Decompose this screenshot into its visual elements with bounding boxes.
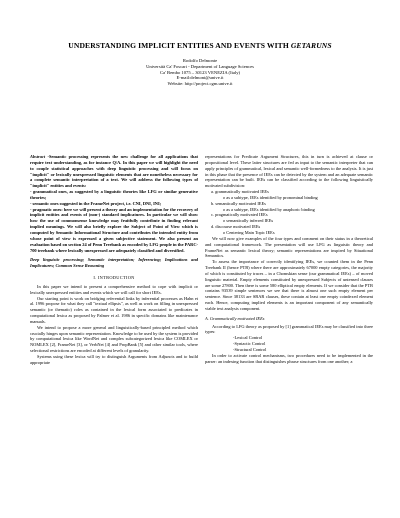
abstract-label: Abstract (30, 154, 46, 159)
iee-classification-list (205, 189, 373, 236)
body-paragraph-lfg: According to LFG theory as proposed by [1] grammatical IEEs may be classified into three types: (205, 323, 373, 335)
intro-paragraph-2: Our starting point is work on bridging referential links by inferential processes as Hahn et al. 1996 propose for what they call "textual ellipsis", as well as work on filling in unexpressed semantic (or thematic) roles as contained in the lexical form associated to predicates in computational lexica as proposed by Palmer et al. 1986 in specific domains like maintenance manuals. (30, 295, 198, 324)
abstract-item-semantic: - semantic ones suggested in the FrameNet project, i.e. CNI, DNI, INI; (30, 200, 162, 206)
abstract-paragraph (30, 154, 198, 189)
author-block (100, 58, 300, 87)
intro-paragraph-1: In this paper we intend to present a comprehensive method to cope with implicit or lexically unexpressed entities and events which we will call for short IEEs. (30, 283, 198, 295)
list-subitem: o as a subtype, IEEs identified by pronominal binding (223, 194, 318, 200)
control-types-list (205, 335, 373, 353)
section-heading-introduction: I. INTRODUCTION (93, 275, 135, 281)
author-name: Rodolfo Delmonte (182, 58, 218, 63)
abstract-item-pragmatic: - pragmatic ones: here we will present a theory and an implementation for the recovery of implicit entities and events of (non-) standard implicatures. In particular we will show how the use of commonsense knowledge may fruitfully contribute in finding relevant implied meanings. We will also briefly explore the Subject of Point of View which is computed by Semantic Informational Structure and contributes the intended entity from whose point of view is expressed a given subjective statement. We also present an evaluation based on section 24 of Penn Treebank as encoded by LFG people in the PARC-700 treebank where lexically unexpressed are adequately classified and diversified. (30, 206, 198, 253)
paper-title (20, 41, 380, 50)
left-column (30, 154, 198, 366)
list-subitem: o Centering Main Topic IEEs (223, 229, 275, 235)
intro-paragraph-4: Systems using these lexica will try to distinguish Arguments from Adjuncts and to build appropriate (30, 354, 198, 365)
body-paragraph-continued: representations for Predicate Argument Structures, this in turn is achieved at clause or propositional level. These latter structures are fed as input to the semantic interpreter that can apply principles of grammatical, lexical and semantic well-formedness to the analysis. It is just in this phase that the presence of IEEs can be detected by the system and an adequate semantic representation can be built. IEEs can be classified according to the following linguistically motivated subdivision: (205, 154, 373, 189)
list-item: -Syntactic Control (233, 341, 266, 347)
list-subitem: o as a subtype, IEEs identified by anaphoric binding (223, 206, 315, 212)
body-paragraph-ptb-counts: To assess the importance of correctly identifying IEEs, we counted them in the Penn Treebank II (hence PTB) where there are approximately 67000 empty categories, the majority of which is constituted by traces – in a Chomskian sense (our grammatical IEEs) – of moved linguistic material. Empty elements constituted by unexpressed Subjects of untensed clauses are some 27800. Then there is some 580 elliptical empty elements. If we consider that the PTB contains 93539 simple sentences we see that there is almost one such empty element per sentence. Since 38133 are SBAR clauses, these contain at least one empty coindexed element each. Hence, computing implied elements is an important component of any semantically viable text analysis component. (205, 259, 373, 311)
author-website[interactable]: Website: http://project.cgm.unive.it (167, 81, 233, 87)
abstract-text: -Semantic processing represents the new challenge for all applications that require text understanding, as for instance Q/A. In this paper we will highlight the need to couple statistical approaches with deep linguistic processing and will focus on "implicit" or lexically unexpressed linguistic elements that are nonetheless necessary for a complete semantic interpretation of a text. We will address the following types of "implicit" entities and events: (30, 154, 198, 189)
affiliation-line-2: Ca' Bembo 1075 – 30123 VENEZIA (Italy) (159, 69, 241, 75)
subsection-heading-grammatical: A. Grammatically motivated IEEs (205, 315, 265, 321)
intro-paragraph-3: We intend to propose a more general and linguistically-based principled method which crucially hinges upon semantic representation. Knowledge to be used by the system is provided by computational lexica like WordNet and complex subcategorized lexica like COMLEX or NOMLEX [2], FrameNet [3], or VerbNet [4] and PropBank [5] and other similar tools, where selectional restrictions are encoded at different levels of granularity. (30, 324, 198, 354)
body-paragraph-control: In order to activate control mechanisms, two procedures need to be implemented in the parser: an indexing function that distinguishes phrase structures from one another; a (205, 352, 373, 364)
index-terms: Deep linguistic processing; Semantic interpretation; Inferencing; Implications and Implicatures; Common Sense Reasoning (30, 257, 198, 269)
author-email[interactable]: E-mail:delmont@unive.it (176, 75, 224, 81)
right-column (205, 154, 373, 365)
list-item: a. grammatically motivated IEEs (211, 189, 269, 195)
list-item: c. pragmatically motivated IEEs (211, 212, 268, 218)
list-subitem: o semantically inferred IEEs (223, 218, 274, 224)
title-main: UNDERSTANDING IMPLICIT ENTITIES AND EVENTS WITH (68, 41, 289, 50)
affiliation-line-1: Università Ca' Foscari - Department of Language Sciences (146, 63, 254, 69)
abstract-item-grammatical: - grammatical ones, as suggested by a linguistic theories like LFG or similar generative theories; (30, 189, 198, 200)
list-item: -Structural Control (233, 347, 267, 352)
title-system-name: GETARUNS (290, 41, 332, 50)
body-paragraph-examples: We will now give examples of the four types and comment on their status in a theoretical and computational framework. The presentation will use LFG as linguistic theory and FrameNet as semantic lexical theory; semantic representations are inspired by Situational Semantics. (205, 235, 373, 259)
list-item: b. semantically motivated IEEs (211, 200, 266, 206)
list-item: -Lexical Control (233, 335, 263, 341)
abstract (30, 154, 198, 253)
list-item: d. discourse motivated IEEs (211, 224, 261, 230)
